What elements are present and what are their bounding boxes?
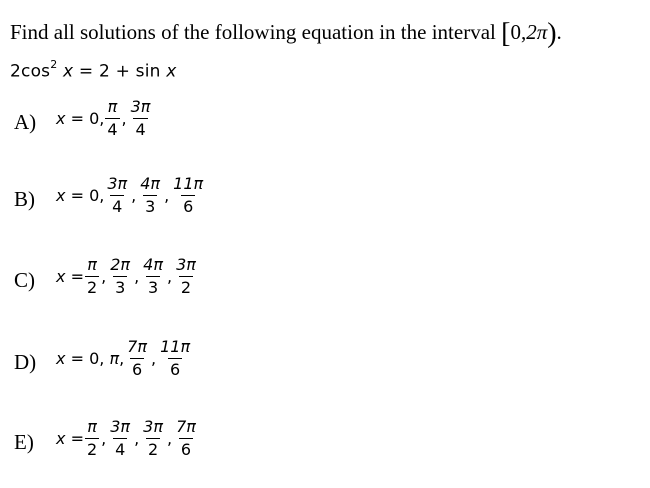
comma-separator: , xyxy=(121,108,127,128)
comma-separator: , xyxy=(150,348,157,368)
comma-separator: , xyxy=(134,428,140,448)
choice-lead: x = xyxy=(56,428,84,448)
fraction-denominator: 4 xyxy=(107,119,118,139)
equation xyxy=(10,60,176,82)
choice-expression xyxy=(56,408,199,468)
fraction-denominator: 2 xyxy=(147,439,159,459)
fraction xyxy=(141,256,165,297)
fraction-denominator: 3 xyxy=(145,196,156,216)
fraction-numerator: π xyxy=(107,96,118,116)
choice-expression xyxy=(56,246,199,306)
choice-letter: D) xyxy=(14,350,37,374)
fraction-denominator: 6 xyxy=(131,359,143,379)
choice-lead: x = 0, xyxy=(56,108,105,128)
fraction-numerator: 2π xyxy=(110,254,131,274)
fraction xyxy=(171,175,205,216)
fraction xyxy=(85,256,99,297)
fraction-numerator: 11π xyxy=(173,173,204,193)
fraction xyxy=(174,418,198,459)
fraction xyxy=(141,418,165,459)
fraction-numerator: 3π xyxy=(130,96,151,116)
interval-low: 0, xyxy=(510,20,527,44)
equation-left: 2cos xyxy=(10,61,51,82)
fraction xyxy=(125,338,149,379)
fraction xyxy=(129,98,153,139)
equation-var-2: x xyxy=(166,61,177,82)
fraction-denominator: 3 xyxy=(147,277,159,297)
equation-exponent: 2 xyxy=(50,58,58,71)
comma-separator: , xyxy=(134,266,140,286)
interval-close-paren: ) xyxy=(547,18,557,49)
fraction xyxy=(138,175,162,216)
fraction-numerator: 3π xyxy=(110,416,131,436)
question-prompt: Find all solutions of the following equation in the interval xyxy=(10,20,496,44)
choice-lead: x = 0, π, xyxy=(56,348,125,368)
fraction-numerator: 3π xyxy=(107,173,128,193)
equation-var: x xyxy=(63,61,74,82)
fraction-denominator: 4 xyxy=(112,196,123,216)
choice-expression xyxy=(56,88,153,148)
fraction xyxy=(105,98,119,139)
fraction-numerator: 3π xyxy=(176,254,196,274)
interval-high: 2π xyxy=(526,20,548,44)
choice-letter: A) xyxy=(14,110,37,134)
choice-letter: B) xyxy=(14,187,35,211)
fraction xyxy=(85,418,99,459)
fraction-denominator: 4 xyxy=(135,119,146,139)
fraction-denominator: 4 xyxy=(115,439,126,459)
choice-lead: x = xyxy=(56,266,84,286)
fraction xyxy=(158,338,192,379)
interval xyxy=(501,18,562,49)
question-text xyxy=(10,18,562,50)
fraction-numerator: 7π xyxy=(176,416,196,436)
fraction-numerator: π xyxy=(87,254,97,274)
fraction-denominator: 6 xyxy=(183,196,194,216)
fraction-numerator: π xyxy=(87,416,97,436)
fraction-denominator: 6 xyxy=(180,439,192,459)
choice-expression xyxy=(56,328,193,388)
fraction-numerator: 7π xyxy=(127,336,147,356)
choice-letter: C) xyxy=(14,268,35,292)
fraction xyxy=(174,256,198,297)
fraction xyxy=(108,418,132,459)
comma-separator: , xyxy=(164,185,170,205)
fraction-numerator: 11π xyxy=(160,336,191,356)
comma-separator: , xyxy=(131,185,137,205)
choice-lead: x = 0, xyxy=(56,185,105,205)
fraction-denominator: 2 xyxy=(180,277,192,297)
choice-letter: E) xyxy=(14,430,34,454)
fraction xyxy=(105,175,129,216)
comma-separator: , xyxy=(166,428,173,448)
equation-right: = 2 + sin xyxy=(78,61,161,82)
fraction-numerator: 3π xyxy=(143,416,163,436)
fraction xyxy=(108,256,132,297)
fraction-denominator: 6 xyxy=(169,359,181,379)
comma-separator: , xyxy=(166,266,173,286)
comma-separator: , xyxy=(101,266,107,286)
fraction-denominator: 2 xyxy=(86,277,98,297)
fraction-denominator: 2 xyxy=(86,439,98,459)
question-period: . xyxy=(556,20,562,44)
comma-separator: , xyxy=(101,428,107,448)
fraction-denominator: 3 xyxy=(115,277,126,297)
choice-expression xyxy=(56,165,206,225)
fraction-numerator: 4π xyxy=(140,173,161,193)
fraction-numerator: 4π xyxy=(143,254,163,274)
interval-open-bracket: [ xyxy=(501,18,511,49)
